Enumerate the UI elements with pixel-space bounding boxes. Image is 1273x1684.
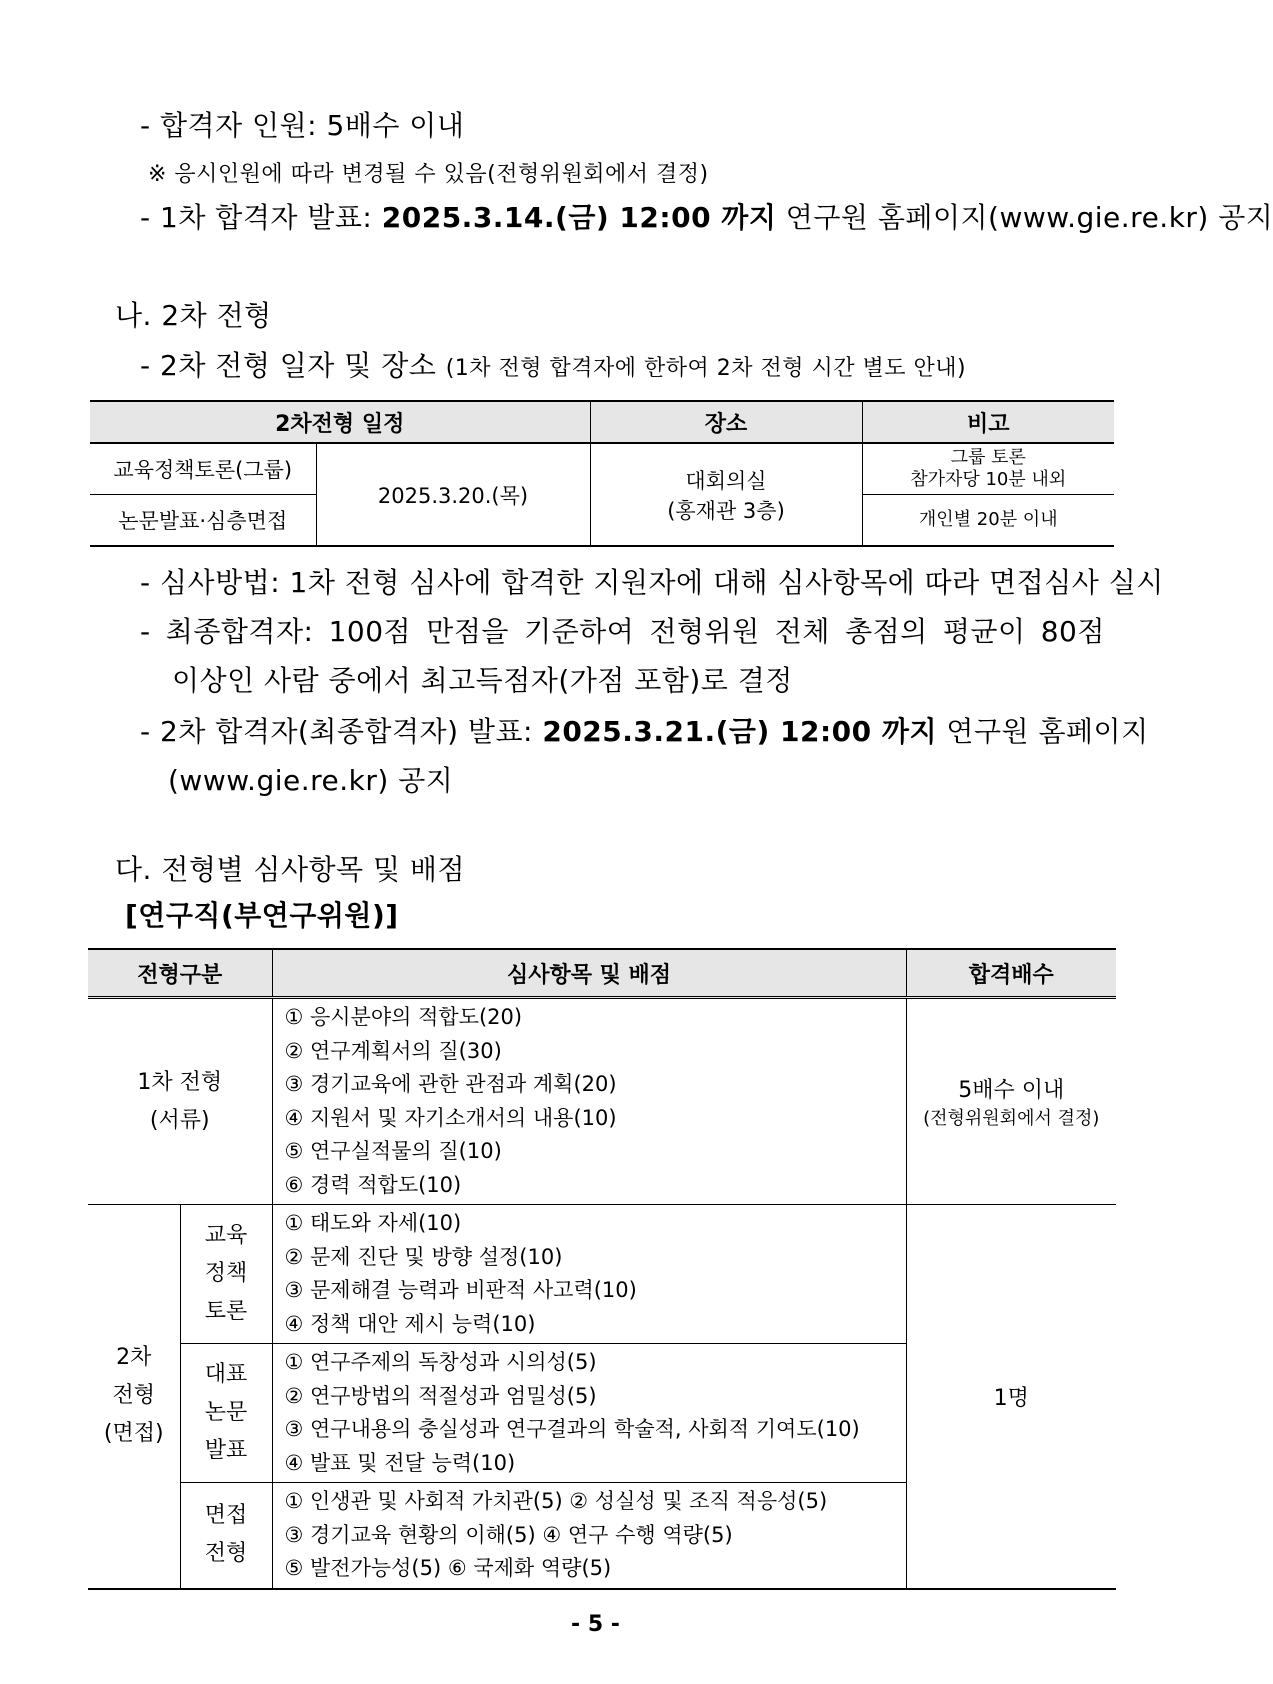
schedule-date: 2025.3.20.(목) [316,443,590,546]
second-stage-schedule-note: (1차 전형 합격자에 한하여 2차 전형 시간 별도 안내) [445,356,967,381]
first-stage-items [272,998,906,1205]
sub-stage-paper-presentation [180,1344,272,1483]
criteria-item: ⑤ 연구실적물의 질(10) [284,1139,502,1163]
criteria-header-row [88,949,1116,998]
second-stage-label [88,1205,180,1589]
sub-stage-interview [180,1483,272,1589]
schedule-type: 논문발표·심층면접 [90,495,316,547]
second-stage-label-line: (면접) [103,1421,164,1447]
first-result-line [140,200,1273,236]
first-stage-label-line: 1차 전형 [137,1069,223,1095]
criteria-header-stage: 전형구분 [88,949,272,998]
sub-stage-label-line: 정책 [204,1261,248,1286]
criteria-item: ① 연구주제의 독창성과 시의성(5) [284,1350,597,1374]
criteria-item: ① 응시분야의 적합도(20) [284,1005,523,1029]
sub-stage-policy-debate [180,1205,272,1344]
second-result-line-2: (www.gie.re.kr) 공지 [168,764,454,797]
final-pass-word: 총점의 [845,615,928,648]
policy-debate-items [272,1205,906,1344]
schedule-place [590,443,862,546]
schedule-row [90,443,1114,495]
first-stage-quota [906,998,1116,1205]
schedule-header-row [90,401,1114,443]
interview-items [272,1483,906,1589]
schedule-header-place: 장소 [590,401,862,443]
sub-stage-label-line: 면접 [204,1503,248,1529]
section-na-heading: 나. 2차 전형 [115,299,272,332]
schedule-note-line: 참가자당 10분 내외 [910,469,1067,490]
final-pass-word: 기준하여 [524,615,635,648]
sub-stage-label-line: 교육 [204,1223,248,1248]
final-pass-word: 최종합격자: [165,615,314,648]
first-result-suffix: 연구원 홈페이지(www.gie.re.kr) 공지 [776,201,1273,234]
criteria-item: ⑥ 경력 적합도(10) [284,1172,462,1197]
criteria-first-stage-row [88,998,1116,1205]
first-result-prefix: - 1차 합격자 발표: [140,201,382,234]
criteria-item: ③ 연구내용의 충실성과 연구결과의 학술적, 사회적 기여도(10) [284,1417,860,1441]
second-result-date: 2025.3.21.(금) 12:00 까지 [542,715,937,748]
final-pass-word: 만점을 [426,615,509,648]
criteria-item: ③ 경기교육에 관한 관점과 계획(20) [284,1072,617,1096]
schedule-place-building: (홍재관 3층) [667,498,785,523]
review-method-line: - 심사방법: 1차 전형 심사에 합격한 지원자에 대해 심사항목에 따라 면접심사 실시 [140,566,1164,599]
sub-stage-label-line: 토론 [204,1299,248,1324]
first-stage-label-line: (서류) [149,1107,210,1133]
criteria-item: ③ 문제해결 능력과 비판적 사고력(10) [284,1278,637,1302]
criteria-item: ① 태도와 자세(10) [284,1211,462,1235]
final-pass-word: 80점 [1040,615,1105,648]
second-stage-quota: 1명 [906,1205,1116,1589]
sub-stage-label-line: 발표 [204,1438,248,1463]
criteria-item: ④ 정책 대안 제시 능력(10) [284,1311,536,1336]
criteria-second-stage-row [88,1205,1116,1344]
schedule-note: 개인별 20분 이내 [862,495,1114,547]
final-pass-word: 전체 [774,615,830,648]
page-number: - 5 - [571,1612,620,1637]
criteria-header-quota: 합격배수 [906,949,1116,998]
first-result-date: 2025.3.14.(금) 12:00 까지 [381,201,777,234]
sub-stage-label-line: 전형 [204,1541,248,1567]
sub-stage-label-line: 논문 [204,1400,248,1425]
final-pass-line [140,614,1105,650]
schedule-place-name: 대회의실 [685,468,767,493]
schedule-note [862,443,1114,495]
second-stage-label-line: 2차 [116,1345,152,1371]
second-stage-schedule-label: - 2차 전형 일자 및 장소 [140,349,446,382]
second-result-line [140,714,1149,750]
final-pass-line-2: 이상인 사람 중에서 최고득점자(가점 포함)로 결정 [172,664,793,697]
criteria-item: ② 연구계획서의 질(30) [284,1038,502,1063]
final-pass-word: 100점 [328,615,412,648]
sub-stage-label-line: 대표 [204,1362,248,1387]
criteria-header-items: 심사항목 및 배점 [272,949,906,998]
criteria-item: ③ 경기교육 현황의 이해(5) ④ 연구 수행 역량(5) [284,1522,733,1547]
second-result-suffix: 연구원 홈페이지 [937,715,1149,748]
criteria-item: ⑤ 발전가능성(5) ⑥ 국제화 역량(5) [284,1556,612,1580]
research-heading: [연구직(부연구위원)] [125,899,399,932]
schedule-note-line: 그룹 토론 [950,447,1026,468]
schedule-type: 교육정책토론(그룹) [90,443,316,495]
criteria-item: ① 인생관 및 사회적 가치관(5) ② 성실성 및 조직 적응성(5) [284,1489,828,1513]
criteria-table [88,948,1116,1590]
second-stage-label-line: 전형 [112,1383,155,1409]
quota-note: ※ 응시인원에 따라 변경될 수 있음(전형위원회에서 결정) [148,162,709,187]
criteria-item: ④ 지원서 및 자기소개서의 내용(10) [284,1105,617,1130]
schedule-table [90,400,1114,547]
second-result-prefix: - 2차 합격자(최종합격자) 발표: [140,715,543,748]
final-pass-word: 전형위원 [649,615,760,648]
criteria-item: ④ 발표 및 전달 능력(10) [284,1450,516,1475]
schedule-header-note: 비고 [862,401,1114,443]
quota-line: - 합격자 인원: 5배수 이내 [140,109,465,142]
criteria-item: ② 문제 진단 및 방향 설정(10) [284,1244,563,1269]
first-stage-quota-value: 5배수 이내 [958,1078,1065,1103]
final-pass-word: 평균이 [942,615,1026,648]
section-da-heading: 다. 전형별 심사항목 및 배점 [115,853,466,886]
paper-presentation-items [272,1344,906,1483]
schedule-header-date: 2차전형 일정 [90,401,590,443]
second-stage-schedule-line [140,348,966,387]
final-pass-dash: - [140,615,151,648]
criteria-item: ② 연구방법의 적절성과 엄밀성(5) [284,1383,597,1408]
first-stage-label [88,998,272,1205]
first-stage-quota-note: (전형위원회에서 결정) [923,1108,1100,1129]
